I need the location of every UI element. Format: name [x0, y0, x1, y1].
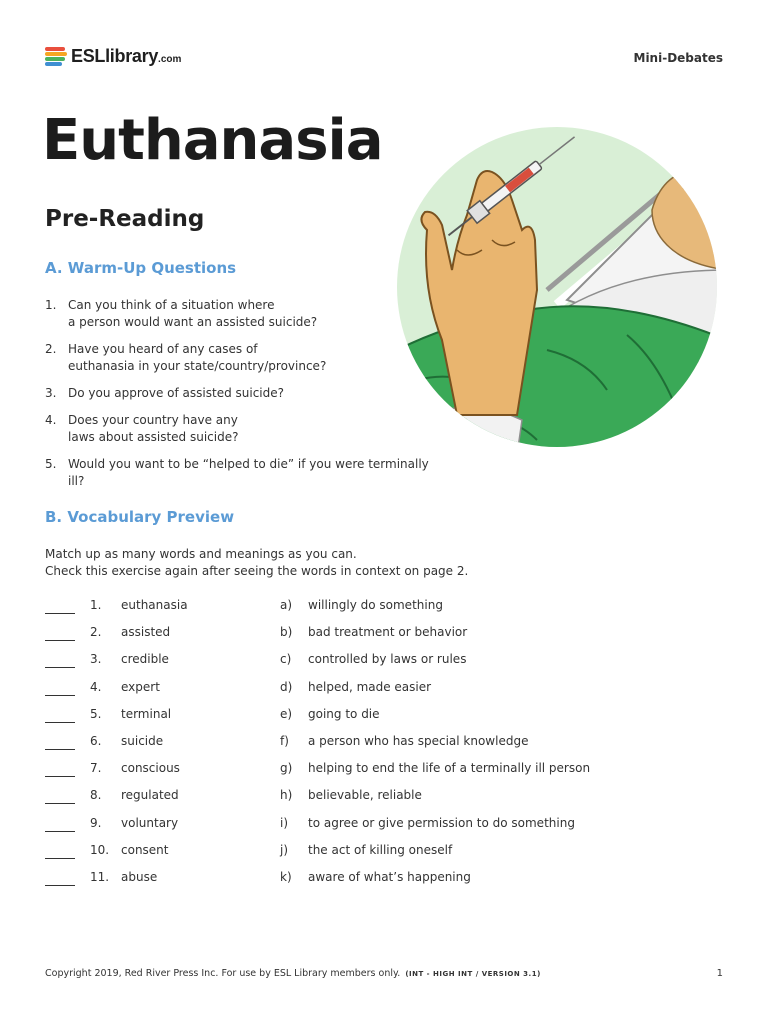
question-text: Does your country have any: [68, 413, 238, 427]
vocab-word: suicide: [121, 733, 164, 748]
word-number: 4.: [90, 679, 102, 694]
vocab-row: [45, 734, 645, 761]
vocab-row: [45, 652, 645, 679]
word-number: 1.: [90, 598, 102, 612]
word-number: 5.: [90, 706, 102, 721]
hand-with-syringe-over-patient-illustration: [397, 120, 722, 455]
answer-blank[interactable]: [45, 692, 75, 696]
definition-text: believable, reliable: [308, 788, 422, 803]
answer-blank[interactable]: [45, 637, 75, 641]
definition-letter: g): [280, 761, 293, 776]
word-number: 11.: [90, 869, 110, 884]
vocab-row: [45, 761, 645, 788]
vocab-matching-list: [45, 598, 645, 897]
question-item: [45, 297, 445, 331]
vocab-word: voluntary: [121, 815, 179, 830]
level-version-tag: (INT - HIGH INT / VERSION 3.1): [405, 970, 541, 978]
logo-suffix: .com: [158, 54, 182, 65]
section-title: Pre-Reading: [45, 206, 205, 232]
vocab-row: [45, 598, 645, 625]
vocab-row: [45, 625, 645, 652]
question-item: [45, 456, 445, 490]
series-label: Mini-Debates: [633, 51, 723, 65]
definition-letter: b): [280, 625, 293, 640]
esl-library-logo: [45, 46, 181, 67]
answer-blank[interactable]: [45, 610, 75, 614]
vocab-heading: B. Vocabulary Preview: [45, 508, 235, 526]
warmup-heading: A. Warm-Up Questions: [45, 259, 237, 277]
definition-text: helping to end the life of a terminally ill person: [308, 761, 591, 776]
answer-blank[interactable]: [45, 855, 75, 859]
word-number: 9.: [90, 815, 102, 830]
answer-blank[interactable]: [45, 773, 75, 777]
answer-blank[interactable]: [45, 746, 75, 750]
instruction-line: Match up as many words and meanings as you can.: [45, 547, 357, 561]
word-number: 7.: [90, 761, 102, 776]
question-text-cont: laws about assisted suicide?: [68, 430, 239, 444]
vocab-word: assisted: [121, 625, 171, 640]
definition-text: helped, made easier: [308, 679, 432, 694]
vocab-word: terminal: [121, 706, 172, 721]
vocab-word: abuse: [121, 869, 158, 884]
page-title: Euthanasia: [42, 108, 383, 173]
vocab-word: regulated: [121, 788, 179, 803]
question-text: Can you think of a situation where: [68, 298, 275, 312]
question-item: [45, 341, 445, 375]
answer-blank[interactable]: [45, 800, 75, 804]
answer-blank[interactable]: [45, 882, 75, 886]
definition-letter: a): [280, 598, 293, 612]
definition-text: a person who has special knowledge: [308, 733, 529, 748]
definition-text: aware of what’s happening: [308, 869, 471, 884]
question-number: 3.: [45, 386, 57, 400]
definition-letter: e): [280, 706, 293, 721]
vocab-instructions: [45, 546, 468, 580]
word-number: 10.: [90, 842, 110, 857]
question-text: Have you heard of any cases of: [68, 342, 258, 356]
logo-stripes-icon: [45, 47, 67, 67]
question-text: Do you approve of assisted suicide?: [68, 386, 284, 400]
definition-letter: h): [280, 788, 293, 803]
vocab-word: euthanasia: [121, 598, 188, 612]
page-number: 1: [716, 968, 723, 979]
word-number: 3.: [90, 652, 102, 667]
question-text-cont: euthanasia in your state/country/province?: [68, 359, 327, 373]
definition-text: to agree or give permission to do something: [308, 815, 575, 830]
copyright-text: Copyright 2019, Red River Press Inc. For use by ESL Library members only.: [45, 968, 401, 979]
word-number: 8.: [90, 788, 102, 803]
footer-copyright: [45, 968, 541, 979]
vocab-word: expert: [121, 679, 160, 694]
definition-letter: c): [280, 652, 292, 667]
definition-text: controlled by laws or rules: [308, 652, 467, 667]
question-number: 4.: [45, 413, 57, 427]
logo-text: ESLlibrary: [71, 46, 159, 66]
question-item: [45, 412, 445, 446]
definition-letter: k): [280, 869, 292, 884]
vocab-row: [45, 788, 645, 815]
instruction-line: Check this exercise again after seeing the words in context on page 2.: [45, 564, 469, 578]
question-text-cont: a person would want an assisted suicide?: [68, 315, 318, 329]
word-number: 6.: [90, 733, 102, 748]
definition-letter: f): [280, 733, 289, 748]
definition-text: bad treatment or behavior: [308, 625, 468, 640]
vocab-row: [45, 816, 645, 843]
answer-blank[interactable]: [45, 664, 75, 668]
warmup-question-list: [45, 297, 445, 500]
definition-text: willingly do something: [308, 598, 443, 612]
question-number: 5.: [45, 457, 57, 471]
definition-text: going to die: [308, 706, 380, 721]
definition-text: the act of killing oneself: [308, 842, 453, 857]
answer-blank[interactable]: [45, 719, 75, 723]
vocab-row: [45, 680, 645, 707]
vocab-row: [45, 843, 645, 870]
question-number: 2.: [45, 342, 57, 356]
question-text: Would you want to be “helped to die” if you were terminally ill?: [68, 457, 429, 488]
vocab-row: [45, 707, 645, 734]
question-item: [45, 385, 445, 402]
word-number: 2.: [90, 625, 102, 640]
answer-blank[interactable]: [45, 828, 75, 832]
definition-letter: j): [280, 842, 289, 857]
vocab-word: conscious: [121, 761, 180, 776]
vocab-word: credible: [121, 652, 169, 667]
question-number: 1.: [45, 298, 57, 312]
vocab-word: consent: [121, 842, 169, 857]
definition-letter: i): [280, 815, 289, 830]
definition-letter: d): [280, 679, 293, 694]
vocab-row: [45, 870, 645, 897]
